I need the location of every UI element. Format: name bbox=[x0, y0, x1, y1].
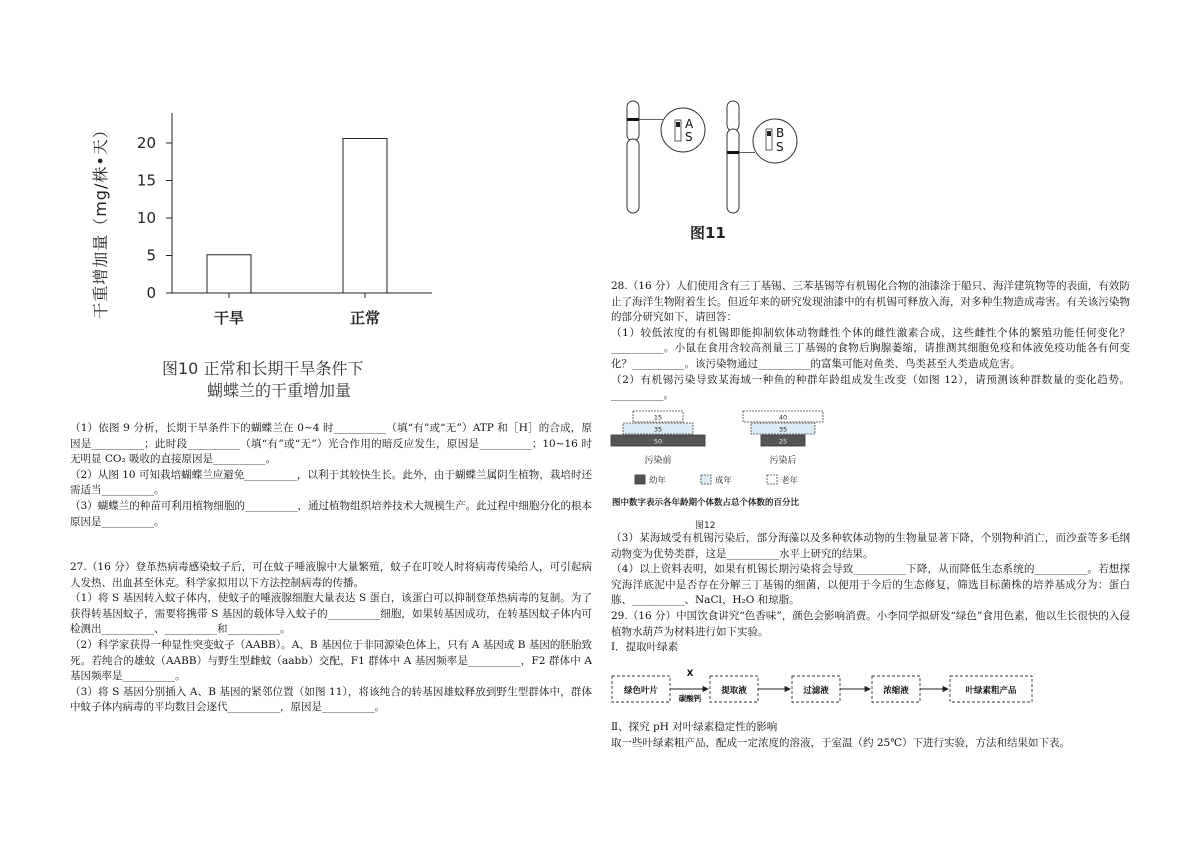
q26-part1: （1）依图 9 分析，长期干旱条件下的蝴蝶兰在 0~4 时__________（填“有”或“无”）ATP 和［H］的合成，原因是__________；此时段__________（填“有”或“无”）光合作用的暗反应发生，原因是__________；10~16 时无明显 CO₂ 吸收的直接原因是__________。 bbox=[70, 422, 592, 466]
chromosome-2 bbox=[727, 101, 797, 213]
before-old-value: 15 bbox=[653, 413, 663, 422]
bar-normal bbox=[343, 139, 387, 294]
before-adult-value: 35 bbox=[653, 425, 663, 434]
figure11-chromosomes bbox=[615, 95, 815, 220]
gene-label-s2: S bbox=[776, 140, 784, 154]
chart-axes bbox=[166, 113, 432, 298]
before-label: 污染前 bbox=[644, 456, 672, 466]
figure10-chart bbox=[80, 95, 450, 355]
flow-step-concentrate: 浓缩液 bbox=[883, 686, 909, 696]
pyramid-legend bbox=[635, 475, 799, 486]
figure11-caption: 图11 bbox=[690, 224, 726, 242]
figure12-note: 图中数字表示各年龄期个体数占总个体数的百分比 bbox=[612, 498, 800, 508]
gene-label-b: B bbox=[776, 126, 785, 140]
pyramid-before bbox=[611, 411, 705, 466]
question28-continued bbox=[611, 531, 1130, 609]
chlorophyll-extraction-flowchart bbox=[608, 664, 1038, 706]
figure10-caption bbox=[162, 358, 363, 402]
q27-part2: （2）科学家获得一种显性突变蚊子（AABB）。A、B 基因位于非同源染色体上，只有 A 基因或 B 基因的胚胎致死。若纯合的雄蚊（AABB）与野生型雌蚊（aabb）交配，F1 群体中 A 基因频率是__________，F2 群体中 A 基因频率是__________。 bbox=[70, 638, 592, 683]
after-adult-value: 35 bbox=[778, 425, 788, 434]
gene-label-a: A bbox=[685, 117, 694, 131]
y-tick-label: 20 bbox=[136, 134, 156, 152]
flow-step-filtrate: 过滤液 bbox=[803, 686, 829, 696]
question27 bbox=[70, 560, 592, 716]
chart-bars bbox=[207, 139, 387, 294]
legend-old: 老年 bbox=[781, 476, 799, 486]
q28-part2: （2）有机锡污染导致某海域一种鱼的种群年龄组成发生改变（如图 12），请预测该种群数量的变化趋势。__________。 bbox=[611, 373, 1130, 402]
category-label-drought: 干旱 bbox=[213, 309, 245, 327]
chart-tick-labels bbox=[137, 134, 156, 302]
q27-part1: （1）将 S 基因转入蚊子体内，使蚊子的唾液腺细胞大量表达 S 蛋白，该蛋白可以抑制登革热病毒的复制。为了获得转基因蚊子，需要将携带 S 基因的载体导入蚊子的__________细胞，如果转基因成功，在转基因蚊子体内可检测出__________、__________和__________。 bbox=[70, 592, 592, 636]
figure10-caption-line2: 蝴蝶兰的干重增加量 bbox=[207, 381, 352, 400]
y-tick-label: 15 bbox=[136, 171, 156, 190]
q28-part3: （3）某海域受有机锡污染后，部分海藻以及多种软体动物的生物量显著下降，个别物种消亡，而沙蚕等多毛纲动物变为优势类群，这是__________水平上研究的结果。 bbox=[611, 532, 1130, 560]
q26-part2: （2）从图 10 可知栽培蝴蝶兰应避免__________，以利于其较快生长。此外，由于蝴蝶兰属阴生植物，栽培时还需适当__________。 bbox=[70, 468, 592, 497]
figure10-caption-line1: 图10 正常和长期干旱条件下 bbox=[162, 359, 364, 378]
q26-part3: （3）蝴蝶兰的种苗可利用植物细胞的__________，通过植物组织培养技术大规模生产。此过程中细胞分化的根本原因是__________。 bbox=[70, 499, 592, 528]
q29-method-text: 取一些叶绿素粗产品，配成一定浓度的溶液，于室温（约 25℃）下进行实验，方法和结果如下表。 bbox=[611, 736, 1070, 749]
q27-part3: （3）将 S 基因分别插入 A、B 基因的紧邻位置（如图 11），将该纯合的转基因雄蚊释放到野生型群体中，群体中蚊子体内病毒的平均数目会逐代__________，原因是__________。 bbox=[70, 685, 592, 714]
question28 bbox=[611, 279, 1130, 404]
q28-stem: 28.（16 分）人们使用含有三丁基锡、三苯基锡等有机锡化合物的油漆涂于船只、海洋建筑物等的表面，有效防止了海洋生物附着生长。但近年来的研究发现油漆中的有机锡可释放入海，对多种生物造成毒害。有关该污染物的部分研究如下，请回答： bbox=[611, 280, 1130, 324]
question26-parts bbox=[70, 421, 592, 530]
y-tick-label: 10 bbox=[136, 209, 156, 227]
y-tick-label: 0 bbox=[146, 284, 156, 302]
flow-reagent: 碳酸钙 bbox=[678, 694, 702, 703]
q29-section2: Ⅱ、探究 pH 对叶绿素稳定性的影响 bbox=[611, 721, 778, 733]
after-old-value: 40 bbox=[778, 413, 788, 422]
q28-part1: （1）较低浓度的有机锡即能抑制软体动物雌性个体的雌性激素合成，这些雌性个体的繁殖功能任何变化？__________。小鼠在食用含较高剂量三丁基锡的食物后胸腺萎缩，请推测其细胞免疫和体液免疫功能各有何变化？__________。该污染物通过__________的富集可能对鱼类、鸟类甚至人类造成危害。 bbox=[611, 326, 1130, 370]
flow-x-mark: X bbox=[686, 669, 694, 679]
after-young-value: 25 bbox=[778, 437, 788, 446]
question29 bbox=[611, 609, 1130, 656]
y-tick-label: 5 bbox=[146, 246, 156, 265]
before-young-value: 50 bbox=[653, 437, 663, 446]
pyramid-after bbox=[743, 411, 823, 466]
after-label: 污染后 bbox=[769, 456, 797, 466]
chart-y-axis-label: 干重增加量（mg/株•天） bbox=[91, 121, 110, 319]
category-label-normal: 正常 bbox=[349, 309, 381, 327]
chromosome-1 bbox=[627, 101, 705, 213]
flow-step-leaves: 绿色叶片 bbox=[623, 686, 659, 696]
q29-stem: 29.（16 分）中国饮食讲究“色香味”，颜色会影响消费。小李同学拟研发“绿色”食用色素，他以生长很快的入侵植物水葫芦为材料进行如下实验。 bbox=[611, 610, 1130, 638]
q27-stem: 27.（16 分）登革热病毒感染蚊子后，可在蚊子唾液腺中大量繁殖，蚊子在叮咬人时将病毒传染给人，可引起病人发热、出血甚至休克。科学家拟用以下方法控制病毒的传播。 bbox=[70, 561, 592, 589]
q28-part4: （4）以上资料表明，如果有机锡长期污染将会导致__________下降，从而降低生态系统的__________。若想探究海洋底泥中是否存在分解三丁基锡的细菌，以便用于今后的生态修复，筛选目标菌株的培养基成分为：蛋白胨、__________、NaCl、H₂O 和琼脂。 bbox=[611, 563, 1130, 607]
flow-step-extract: 提取液 bbox=[721, 686, 747, 696]
figure12-caption: 图12 bbox=[695, 521, 716, 531]
legend-young: 幼年 bbox=[649, 476, 667, 486]
q29-section1: Ⅰ．提取叶绿素 bbox=[611, 641, 679, 654]
chart-category-labels bbox=[214, 309, 380, 327]
flow-step-product: 叶绿素粗产品 bbox=[965, 686, 1017, 696]
gene-label-s1: S bbox=[685, 130, 693, 144]
legend-adult: 成年 bbox=[715, 476, 733, 486]
bar-drought bbox=[207, 255, 251, 293]
figure12-age-pyramids bbox=[605, 405, 865, 495]
question29-part2 bbox=[611, 720, 1130, 751]
